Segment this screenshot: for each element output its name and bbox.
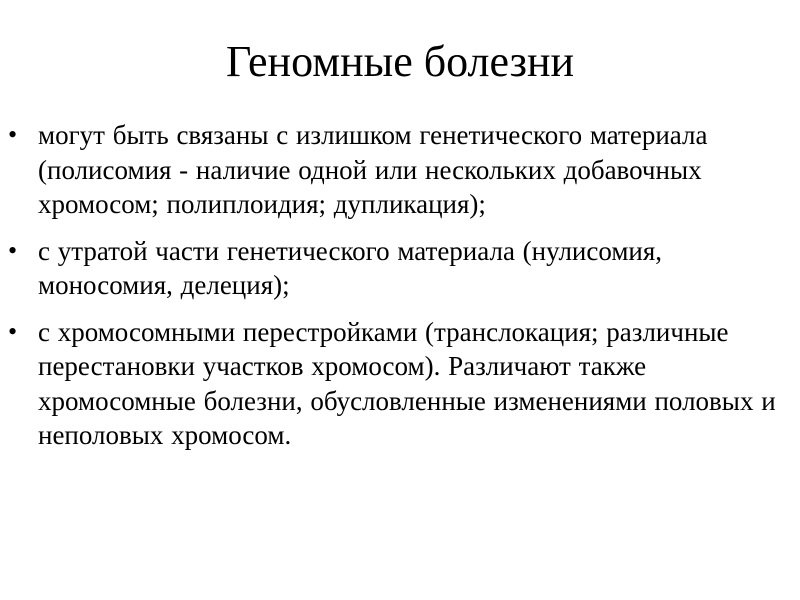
slide-title: Геномные болезни — [225, 37, 575, 86]
bullet-text: с утратой части генетического материала (нулисомия, моносомия, делеция); — [38, 235, 663, 300]
bullet-icon: • — [8, 235, 18, 265]
bullet-text: могут быть связаны с излишком генетического материала (полисомия - наличие одной или нескольких добавочных хромосом; полиплоидия; дупликация); — [38, 120, 708, 219]
bullet-item — [0, 315, 800, 453]
bullet-icon: • — [8, 316, 18, 346]
bullet-item — [0, 118, 800, 222]
bullet-list — [0, 118, 800, 465]
bullet-icon: • — [8, 120, 18, 149]
bullet-item — [0, 234, 800, 303]
bullet-text: с хромосомными перестройками (транслокация; различные перестановки участков хромосом). Различают также хромосомные болезни, обусловленные изменениями половых и неполовых хромосом. — [38, 316, 776, 450]
